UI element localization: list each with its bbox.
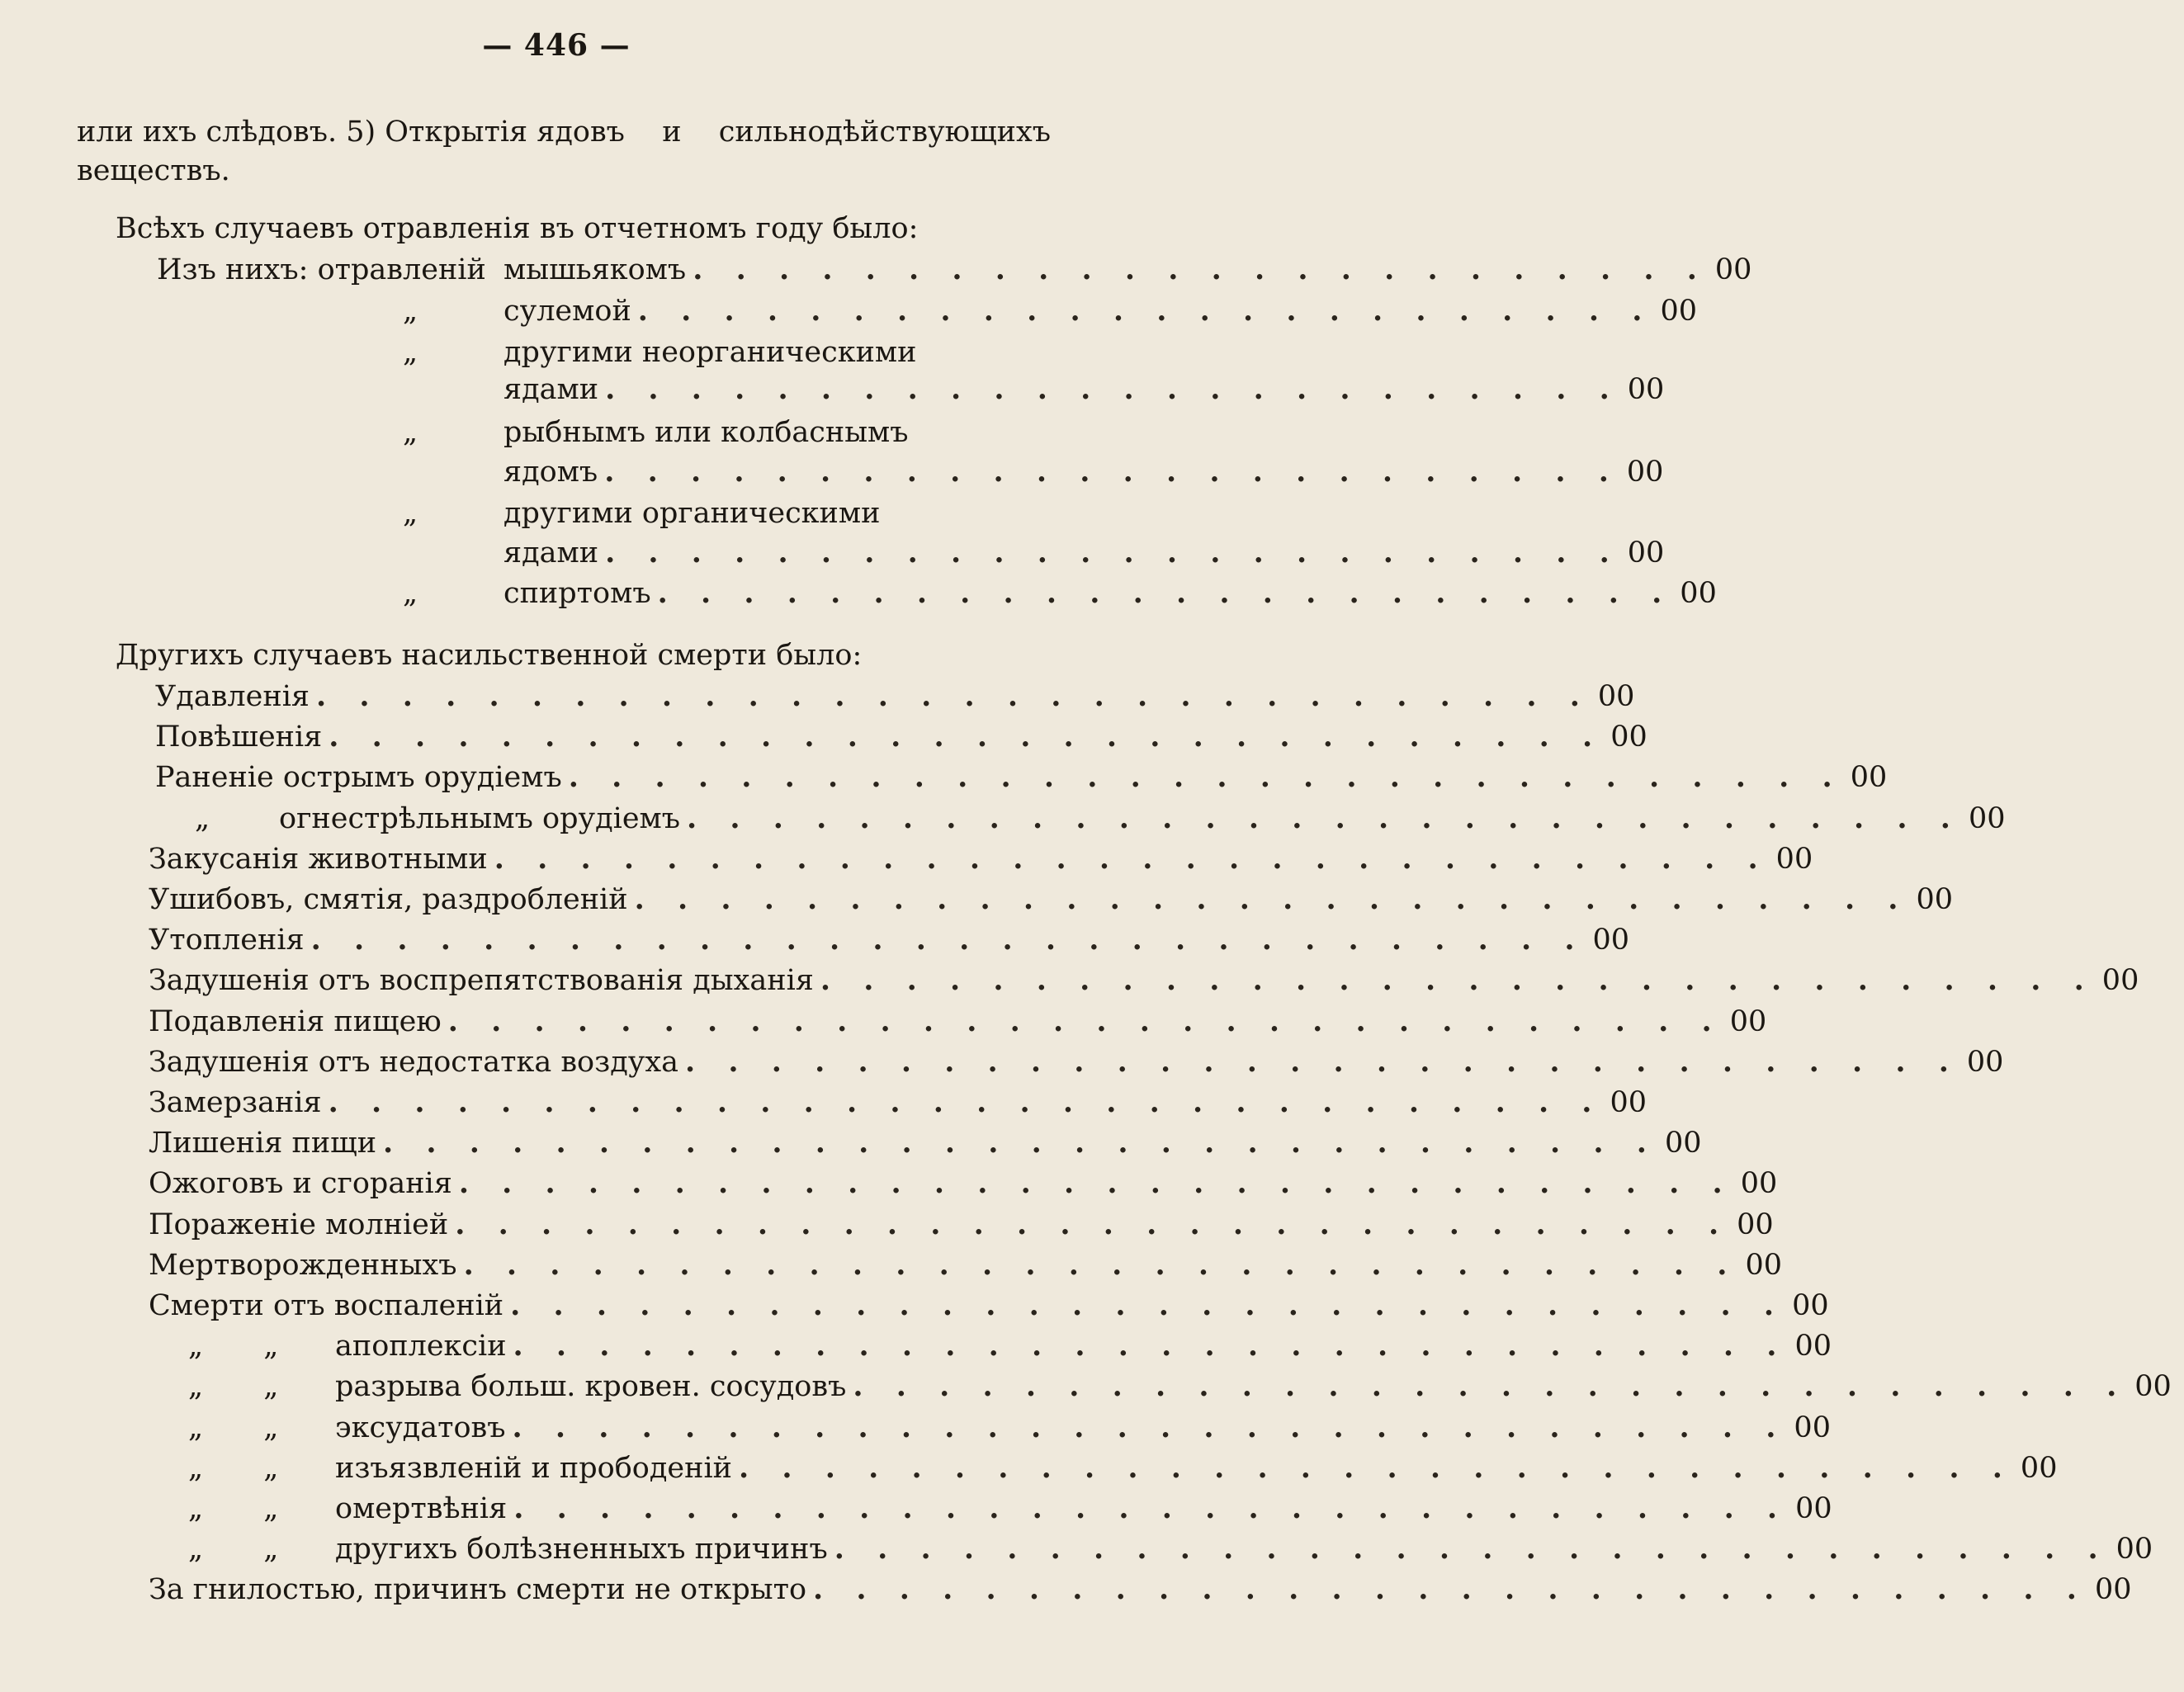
violent-death-row	[149, 1125, 1702, 1161]
violent-death-row-label: апоплексіи	[335, 1330, 507, 1363]
poison-row-label: сулемой	[503, 295, 631, 328]
poison-row-prefix: „	[403, 577, 418, 610]
leader-dots: . . . . . . . . . . . . . . . . . . . . . . . . . . . . . .	[739, 1451, 2014, 1485]
violent-death-row-value: 00	[2115, 1533, 2153, 1566]
leader-dots: . . . . . . . . . . . . . . . . . . . . . . . . . . . . . .	[813, 1572, 2088, 1606]
violent-death-row	[149, 1450, 2058, 1486]
violent-death-row-label: Лишенія пищи	[149, 1127, 377, 1160]
poison-row	[157, 371, 1665, 408]
violent-death-row-label: Утопленія	[149, 924, 305, 957]
page-number: — 446 —	[482, 28, 631, 63]
leader-dots: . . . . . . . . . . . . . . . . . . . . . . . . . . . . . .	[447, 1004, 1723, 1038]
leader-dots: . . . . . . . . . . . . . . . . . . . . . . . .	[604, 455, 1620, 489]
poison-row-label: мышьякомъ	[503, 253, 687, 286]
leader-dots: . . . . . . . . . . . . . . . . . . . . . . . . . . . . . .	[820, 963, 2096, 997]
violent-death-row-value: 00	[1664, 1127, 1702, 1160]
leader-dots: . . . . . . . . . . . . . . . . . . . . . . . . . . . . . .	[834, 1532, 2110, 1566]
violent-death-row-value: 00	[2020, 1452, 2058, 1485]
violent-death-row	[149, 1004, 1767, 1040]
leader-dots: . . . . . . . . . . . . . . . . . . . . . . . . . . . . . .	[853, 1369, 2129, 1403]
violent-death-row-label: другихъ болѣзненныхъ причинъ	[335, 1533, 828, 1566]
poison-row-prefix: Изъ нихъ: отравленій	[157, 253, 486, 286]
intro-line-1	[77, 114, 1051, 150]
violent-death-row	[155, 759, 1888, 796]
violent-death-row-label: Смерти отъ воспаленій	[149, 1289, 504, 1322]
violent-death-row-value: 00	[1968, 802, 2006, 835]
leader-dots: . . . . . . . . . . . . . . . . . . . . . . . .	[637, 294, 1654, 328]
poison-row	[157, 414, 971, 451]
leader-dots: . . . . . . . . . . . . . . . . . . . . . . . . . . . . . .	[513, 1329, 1789, 1363]
violent-death-row-value: 00	[2094, 1573, 2132, 1606]
leader-dots: . . . . . . . . . . . . . . . . . . . . . . . . . . . . . .	[687, 801, 1962, 835]
intro-line-2: веществъ.	[77, 154, 230, 187]
violent-death-row-value: 00	[1740, 1167, 1778, 1200]
intro-line-1-part-c: сильнодѣйствующихъ	[718, 116, 1051, 149]
violent-death-row-label: Раненіе острымъ орудіемъ	[155, 761, 562, 794]
leader-dots: . . . . . . . . . . . . . . . . . . . . . . . . . . . . . .	[463, 1248, 1739, 1282]
leader-dots: . . . . . . . . . . . . . . . . . . . . . . . .	[693, 253, 1709, 286]
violent-death-row	[149, 922, 1630, 958]
violent-death-row-value: 00	[1737, 1208, 1774, 1241]
violent-death-row-label: Ушибовъ, смятія, раздробленій	[149, 883, 628, 916]
intro-line-1-part-a: или ихъ слѣдовъ. 5) Открытія ядовъ	[77, 116, 625, 149]
poison-row-label: другими неорганическими	[503, 336, 917, 369]
violent-death-row-label: Замерзанія	[149, 1086, 322, 1119]
leader-dots: . . . . . . . . . . . . . . . . . . . . . . . .	[657, 576, 1674, 610]
poison-row	[157, 495, 971, 532]
violent-death-row-value: 00	[2134, 1370, 2172, 1403]
violent-death-row	[155, 719, 1647, 755]
poison-row-value: 00	[1660, 295, 1698, 328]
ditto-mark: „ „	[188, 1452, 279, 1485]
violent-death-row	[149, 1165, 1778, 1202]
violent-death-row	[155, 678, 1635, 715]
violent-heading: Другихъ случаевъ насильственной смерти было:	[116, 639, 863, 672]
violent-death-row	[149, 1085, 1647, 1121]
violent-death-row	[149, 1044, 2004, 1080]
poison-row	[157, 535, 1665, 571]
leader-dots: . . . . . . . . . . . . . . . . . . . . . . . . . . . . . .	[383, 1126, 1658, 1160]
violent-death-row-value: 00	[1775, 843, 1813, 876]
poison-row	[157, 252, 1752, 288]
poison-row-prefix: „	[403, 497, 418, 530]
leader-dots: . . . . . . . . . . . . . . . . . . . . . . . . . . . . . .	[512, 1411, 1788, 1444]
violent-death-row	[155, 801, 2006, 837]
violent-death-row-value: 00	[2101, 964, 2139, 997]
violent-death-row-value: 00	[1745, 1249, 1783, 1282]
ditto-mark: „ „	[188, 1330, 279, 1363]
violent-death-row-value: 00	[1729, 1005, 1767, 1038]
poison-row-label: ядами	[503, 536, 599, 570]
leader-dots: . . . . . . . . . . . . . . . . . . . . . . . . . . . . . .	[634, 882, 1910, 916]
leader-dots: . . . . . . . . . . . . . . . . . . . . . . . . . . . . . .	[513, 1491, 1789, 1525]
poison-row-value: 00	[1626, 456, 1664, 489]
leader-dots: . . . . . . . . . . . . . . . . . . . . . . . .	[605, 536, 1621, 570]
violent-death-row-label: Задушенія отъ недостатка воздуха	[149, 1046, 678, 1079]
poison-heading: Всѣхъ случаевъ отравленія въ отчетномъ году было:	[116, 212, 919, 245]
ditto-mark: „ „	[188, 1370, 279, 1403]
violent-death-row-value: 00	[1850, 761, 1888, 794]
poison-row-prefix: „	[403, 416, 418, 449]
leader-dots: . . . . . . . . . . . . . . . . . . . . . . . . . . . . . .	[455, 1208, 1731, 1241]
ditto-mark: „ „	[188, 1411, 279, 1444]
leader-dots: . . . . . . . . . . . . . . . . . . . . . . . . . . . . . .	[315, 679, 1591, 713]
poison-row	[157, 293, 1698, 329]
leader-dots: . . . . . . . . . . . . . . . . . . . . . . . .	[605, 372, 1621, 406]
violent-death-row-value: 00	[1610, 1086, 1647, 1119]
violent-death-row-value: 00	[1597, 680, 1635, 713]
violent-death-row-value: 00	[1795, 1492, 1832, 1525]
violent-death-row-value: 00	[1916, 883, 1954, 916]
violent-death-row	[149, 1531, 2153, 1567]
poison-row-label: ядомъ	[503, 456, 598, 489]
violent-death-row-label: омертвѣнія	[335, 1492, 508, 1525]
violent-death-row-label: Повѣшенія	[155, 721, 323, 754]
poison-row-label: ядами	[503, 373, 599, 406]
violent-death-row-label: разрыва больш. кровен. сосудовъ	[335, 1370, 847, 1403]
leader-dots: . . . . . . . . . . . . . . . . . . . . . . . . . . . . . .	[684, 1045, 1960, 1079]
violent-death-row-label: эксудатовъ	[335, 1411, 506, 1444]
violent-death-row-value: 00	[1792, 1289, 1829, 1322]
leader-dots: . . . . . . . . . . . . . . . . . . . . . . . . . . . . . .	[494, 842, 1770, 876]
violent-death-row-label: Ожоговъ и сгоранія	[149, 1167, 452, 1200]
violent-death-row-label: изъязвленій и прободеній	[335, 1452, 732, 1485]
violent-death-row	[149, 841, 1813, 877]
leader-dots: . . . . . . . . . . . . . . . . . . . . . . . . . . . . . .	[568, 760, 1844, 794]
violent-death-row-label: огнестрѣльнымъ орудіемъ	[279, 802, 681, 835]
leader-dots: . . . . . . . . . . . . . . . . . . . . . . . . . . . . . .	[328, 1085, 1604, 1119]
violent-death-row	[149, 1571, 2132, 1608]
violent-death-row-label: Подавленія пищею	[149, 1005, 442, 1038]
leader-dots: . . . . . . . . . . . . . . . . . . . . . . . . . . . . . .	[310, 923, 1586, 957]
violent-death-row	[149, 962, 2139, 999]
violent-death-row-label: Задушенія отъ воспрепятствованія дыханія	[149, 964, 814, 997]
intro-line-1-part-b: и	[662, 116, 682, 149]
violent-death-row	[149, 1328, 1832, 1364]
violent-death-row	[149, 1410, 1831, 1446]
leader-dots: . . . . . . . . . . . . . . . . . . . . . . . . . . . . . .	[458, 1166, 1734, 1200]
ditto-mark: „ „	[188, 1492, 279, 1525]
violent-death-row-label: Закусанія животными	[149, 843, 488, 876]
poison-row	[157, 575, 1717, 612]
leader-dots: . . . . . . . . . . . . . . . . . . . . . . . . . . . . . .	[510, 1288, 1786, 1322]
poison-row-label: другими органическими	[503, 497, 881, 530]
poison-row-value: 00	[1627, 373, 1665, 406]
violent-death-row	[149, 1368, 2172, 1405]
violent-death-row	[149, 1491, 1832, 1527]
poison-row-value: 00	[1627, 536, 1665, 570]
poison-row	[157, 454, 1664, 490]
violent-death-row	[149, 1288, 1829, 1324]
poison-row-label: рыбнымъ или колбаснымъ	[503, 416, 909, 449]
ditto-mark: „ „	[188, 1533, 279, 1566]
poison-row-label: спиртомъ	[503, 577, 651, 610]
poison-row	[157, 334, 971, 371]
poison-row-value: 00	[1680, 577, 1717, 610]
ditto-mark: „	[195, 802, 210, 835]
violent-death-row	[149, 881, 1954, 918]
violent-death-row-value: 00	[1610, 721, 1647, 754]
poison-row-prefix: „	[403, 336, 418, 369]
violent-death-row	[149, 1247, 1783, 1283]
violent-death-row-label: Пораженіе молніей	[149, 1208, 449, 1241]
violent-death-row-value: 00	[1592, 924, 1630, 957]
leader-dots: . . . . . . . . . . . . . . . . . . . . . . . . . . . . . .	[329, 720, 1605, 754]
poison-row-value: 00	[1714, 253, 1752, 286]
violent-death-row-value: 00	[1966, 1046, 2004, 1079]
violent-death-row-label: За гнилостью, причинъ смерти не открыто	[149, 1573, 807, 1606]
violent-death-row-value: 00	[1794, 1330, 1832, 1363]
violent-death-row	[149, 1207, 1774, 1243]
violent-death-row-value: 00	[1794, 1411, 1831, 1444]
violent-death-row-label: Мертворожденныхъ	[149, 1249, 457, 1282]
violent-death-row-label: Удавленія	[155, 680, 310, 713]
poison-row-prefix: „	[403, 295, 418, 328]
